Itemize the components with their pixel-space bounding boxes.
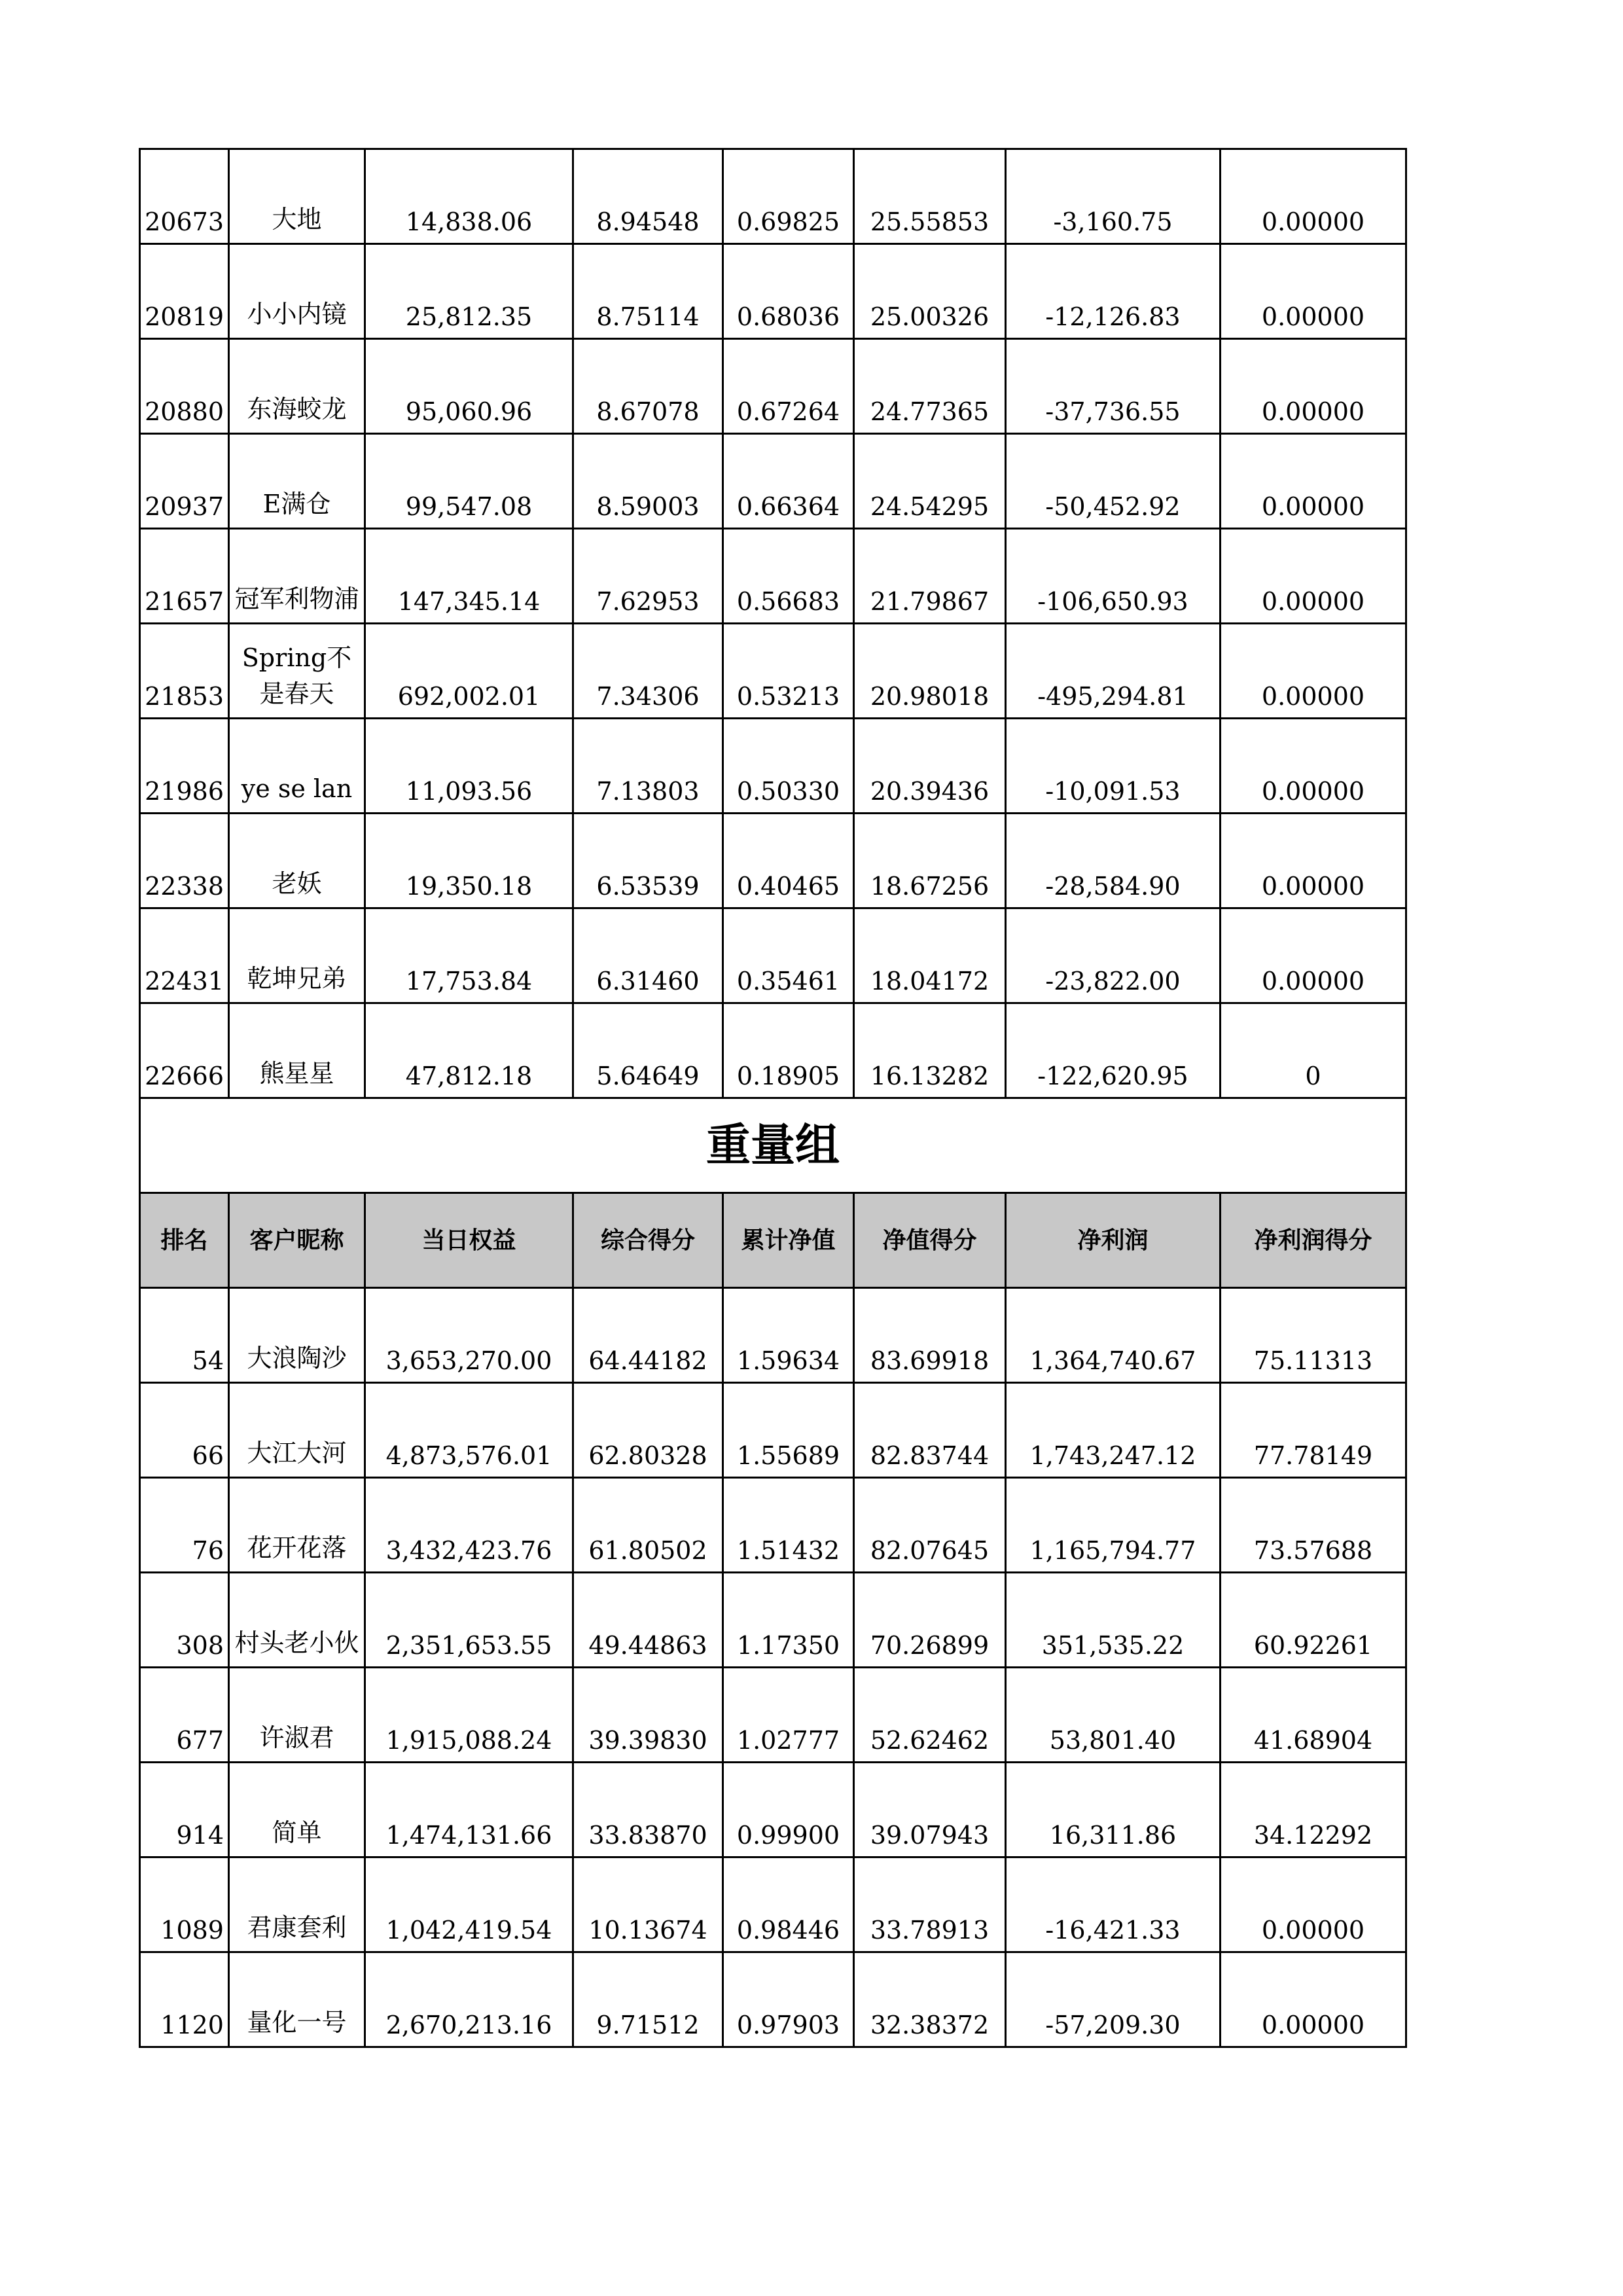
table-row [140,814,1406,908]
equity-cell: 19,350.18 [365,814,573,908]
group-title-row [140,1098,1406,1193]
rank-cell: 22338 [140,814,229,908]
net-profit-score-cell: 0.00000 [1221,624,1406,719]
equity-cell: 692,002.01 [365,624,573,719]
net-profit-cell: -495,294.81 [1006,624,1221,719]
table-row [140,1573,1406,1668]
nickname-cell: 冠军利物浦 [229,529,365,624]
nickname-cell: 大浪陶沙 [229,1288,365,1383]
equity-cell: 2,351,653.55 [365,1573,573,1668]
table-row [140,908,1406,1003]
table-row [140,434,1406,529]
heavy-group-rows [140,1288,1406,2047]
cumulative-nav-cell: 0.35461 [723,908,854,1003]
net-profit-cell: 16,311.86 [1006,1763,1221,1857]
rank-cell: 76 [140,1478,229,1573]
composite-score-cell: 64.44182 [573,1288,723,1383]
net-profit-cell: -10,091.53 [1006,719,1221,814]
group-title: 重量组 [140,1098,1406,1193]
net-profit-score-cell: 0.00000 [1221,149,1406,244]
rank-cell: 66 [140,1383,229,1478]
rank-cell: 308 [140,1573,229,1668]
equity-cell: 3,432,423.76 [365,1478,573,1573]
composite-score-cell: 6.31460 [573,908,723,1003]
table-row [140,339,1406,434]
net-profit-score-cell: 41.68904 [1221,1668,1406,1763]
cumulative-nav-cell: 1.17350 [723,1573,854,1668]
net-profit-score-cell: 0.00000 [1221,339,1406,434]
cumulative-nav-cell: 0.56683 [723,529,854,624]
nav-score-cell: 18.04172 [854,908,1006,1003]
equity-cell: 1,915,088.24 [365,1668,573,1763]
net-profit-score-cell: 60.92261 [1221,1573,1406,1668]
net-profit-cell: -106,650.93 [1006,529,1221,624]
rank-cell: 20673 [140,149,229,244]
table-row [140,1003,1406,1098]
cumulative-nav-cell: 0.53213 [723,624,854,719]
rank-cell: 54 [140,1288,229,1383]
nickname-cell: 君康套利 [229,1857,365,1952]
table-row [140,244,1406,339]
table-row [140,529,1406,624]
rank-cell: 21657 [140,529,229,624]
table-row [140,149,1406,244]
nickname-cell: 小小内镜 [229,244,365,339]
net-profit-cell: 53,801.40 [1006,1668,1221,1763]
net-profit-cell: 1,364,740.67 [1006,1288,1221,1383]
rank-cell: 1089 [140,1857,229,1952]
cumulative-nav-cell: 0.99900 [723,1763,854,1857]
net-profit-cell: -23,822.00 [1006,908,1221,1003]
rank-cell: 1120 [140,1952,229,2047]
nickname-cell: E满仓 [229,434,365,529]
nickname-cell: 简单 [229,1763,365,1857]
nav-score-cell: 16.13282 [854,1003,1006,1098]
table-row [140,1478,1406,1573]
nickname-cell: 大江大河 [229,1383,365,1478]
header-equity: 当日权益 [365,1193,573,1288]
equity-cell: 11,093.56 [365,719,573,814]
rank-cell: 20880 [140,339,229,434]
net-profit-score-cell: 0 [1221,1003,1406,1098]
cumulative-nav-cell: 1.51432 [723,1478,854,1573]
table-row [140,1857,1406,1952]
nav-score-cell: 33.78913 [854,1857,1006,1952]
composite-score-cell: 33.83870 [573,1763,723,1857]
equity-cell: 99,547.08 [365,434,573,529]
previous-group-rows [140,149,1406,1098]
nav-score-cell: 18.67256 [854,814,1006,908]
nickname-cell: 村头老小伙 [229,1573,365,1668]
equity-cell: 147,345.14 [365,529,573,624]
composite-score-cell: 7.13803 [573,719,723,814]
nav-score-cell: 25.55853 [854,149,1006,244]
table-row [140,1952,1406,2047]
nickname-cell: Spring不是春天 [229,624,365,719]
header-row [140,1193,1406,1288]
cumulative-nav-cell: 0.69825 [723,149,854,244]
equity-cell: 1,474,131.66 [365,1763,573,1857]
composite-score-cell: 8.67078 [573,339,723,434]
composite-score-cell: 6.53539 [573,814,723,908]
cumulative-nav-cell: 1.59634 [723,1288,854,1383]
net-profit-score-cell: 0.00000 [1221,908,1406,1003]
table-row [140,624,1406,719]
table-row [140,1668,1406,1763]
cumulative-nav-cell: 0.67264 [723,339,854,434]
nav-score-cell: 32.38372 [854,1952,1006,2047]
rank-cell: 21986 [140,719,229,814]
table-row [140,1763,1406,1857]
equity-cell: 95,060.96 [365,339,573,434]
net-profit-score-cell: 75.11313 [1221,1288,1406,1383]
composite-score-cell: 61.80502 [573,1478,723,1573]
rank-cell: 21853 [140,624,229,719]
net-profit-cell: -57,209.30 [1006,1952,1221,2047]
net-profit-cell: -12,126.83 [1006,244,1221,339]
table-row [140,1383,1406,1478]
nav-score-cell: 21.79867 [854,529,1006,624]
equity-cell: 17,753.84 [365,908,573,1003]
net-profit-score-cell: 0.00000 [1221,1857,1406,1952]
net-profit-score-cell: 0.00000 [1221,434,1406,529]
nav-score-cell: 82.07645 [854,1478,1006,1573]
nav-score-cell: 82.83744 [854,1383,1006,1478]
net-profit-cell: -3,160.75 [1006,149,1221,244]
composite-score-cell: 39.39830 [573,1668,723,1763]
nickname-cell: 大地 [229,149,365,244]
composite-score-cell: 10.13674 [573,1857,723,1952]
net-profit-cell: -16,421.33 [1006,1857,1221,1952]
net-profit-cell: 1,165,794.77 [1006,1478,1221,1573]
nickname-cell: 量化一号 [229,1952,365,2047]
equity-cell: 47,812.18 [365,1003,573,1098]
composite-score-cell: 62.80328 [573,1383,723,1478]
net-profit-score-cell: 0.00000 [1221,529,1406,624]
nav-score-cell: 70.26899 [854,1573,1006,1668]
header-net-profit: 净利润 [1006,1193,1221,1288]
composite-score-cell: 8.94548 [573,149,723,244]
net-profit-cell: -50,452.92 [1006,434,1221,529]
net-profit-score-cell: 0.00000 [1221,244,1406,339]
net-profit-cell: 351,535.22 [1006,1573,1221,1668]
header-net-profit-score: 净利润得分 [1221,1193,1406,1288]
header-nickname: 客户昵称 [229,1193,365,1288]
net-profit-score-cell: 0.00000 [1221,814,1406,908]
equity-cell: 1,042,419.54 [365,1857,573,1952]
rank-cell: 20819 [140,244,229,339]
nav-score-cell: 25.00326 [854,244,1006,339]
net-profit-cell: -37,736.55 [1006,339,1221,434]
header-nav-score: 净值得分 [854,1193,1006,1288]
composite-score-cell: 49.44863 [573,1573,723,1668]
rank-cell: 914 [140,1763,229,1857]
composite-score-cell: 5.64649 [573,1003,723,1098]
nickname-cell: 许淑君 [229,1668,365,1763]
table-row [140,1288,1406,1383]
nickname-cell: 花开花落 [229,1478,365,1573]
cumulative-nav-cell: 0.97903 [723,1952,854,2047]
equity-cell: 3,653,270.00 [365,1288,573,1383]
cumulative-nav-cell: 0.68036 [723,244,854,339]
composite-score-cell: 7.34306 [573,624,723,719]
rank-cell: 677 [140,1668,229,1763]
rank-cell: 22666 [140,1003,229,1098]
nav-score-cell: 83.69918 [854,1288,1006,1383]
nickname-cell: 东海蛟龙 [229,339,365,434]
net-profit-cell: -28,584.90 [1006,814,1221,908]
composite-score-cell: 8.59003 [573,434,723,529]
nav-score-cell: 20.98018 [854,624,1006,719]
equity-cell: 4,873,576.01 [365,1383,573,1478]
equity-cell: 2,670,213.16 [365,1952,573,2047]
equity-cell: 14,838.06 [365,149,573,244]
ranking-table [139,148,1407,2048]
cumulative-nav-cell: 0.18905 [723,1003,854,1098]
composite-score-cell: 7.62953 [573,529,723,624]
rank-cell: 20937 [140,434,229,529]
header-cumulative-nav: 累计净值 [723,1193,854,1288]
nav-score-cell: 52.62462 [854,1668,1006,1763]
net-profit-score-cell: 0.00000 [1221,1952,1406,2047]
nickname-cell: 老妖 [229,814,365,908]
cumulative-nav-cell: 1.55689 [723,1383,854,1478]
nav-score-cell: 20.39436 [854,719,1006,814]
net-profit-score-cell: 77.78149 [1221,1383,1406,1478]
cumulative-nav-cell: 1.02777 [723,1668,854,1763]
composite-score-cell: 9.71512 [573,1952,723,2047]
net-profit-score-cell: 34.12292 [1221,1763,1406,1857]
nav-score-cell: 24.77365 [854,339,1006,434]
cumulative-nav-cell: 0.40465 [723,814,854,908]
net-profit-score-cell: 73.57688 [1221,1478,1406,1573]
cumulative-nav-cell: 0.66364 [723,434,854,529]
nav-score-cell: 39.07943 [854,1763,1006,1857]
composite-score-cell: 8.75114 [573,244,723,339]
equity-cell: 25,812.35 [365,244,573,339]
cumulative-nav-cell: 0.50330 [723,719,854,814]
heavy-group-section [140,1098,1406,1288]
header-rank: 排名 [140,1193,229,1288]
rank-cell: 22431 [140,908,229,1003]
net-profit-cell: -122,620.95 [1006,1003,1221,1098]
net-profit-cell: 1,743,247.12 [1006,1383,1221,1478]
nickname-cell: 乾坤兄弟 [229,908,365,1003]
nickname-cell: ye se lan [229,719,365,814]
table-row [140,719,1406,814]
nav-score-cell: 24.54295 [854,434,1006,529]
header-composite-score: 综合得分 [573,1193,723,1288]
nickname-cell: 熊星星 [229,1003,365,1098]
net-profit-score-cell: 0.00000 [1221,719,1406,814]
cumulative-nav-cell: 0.98446 [723,1857,854,1952]
